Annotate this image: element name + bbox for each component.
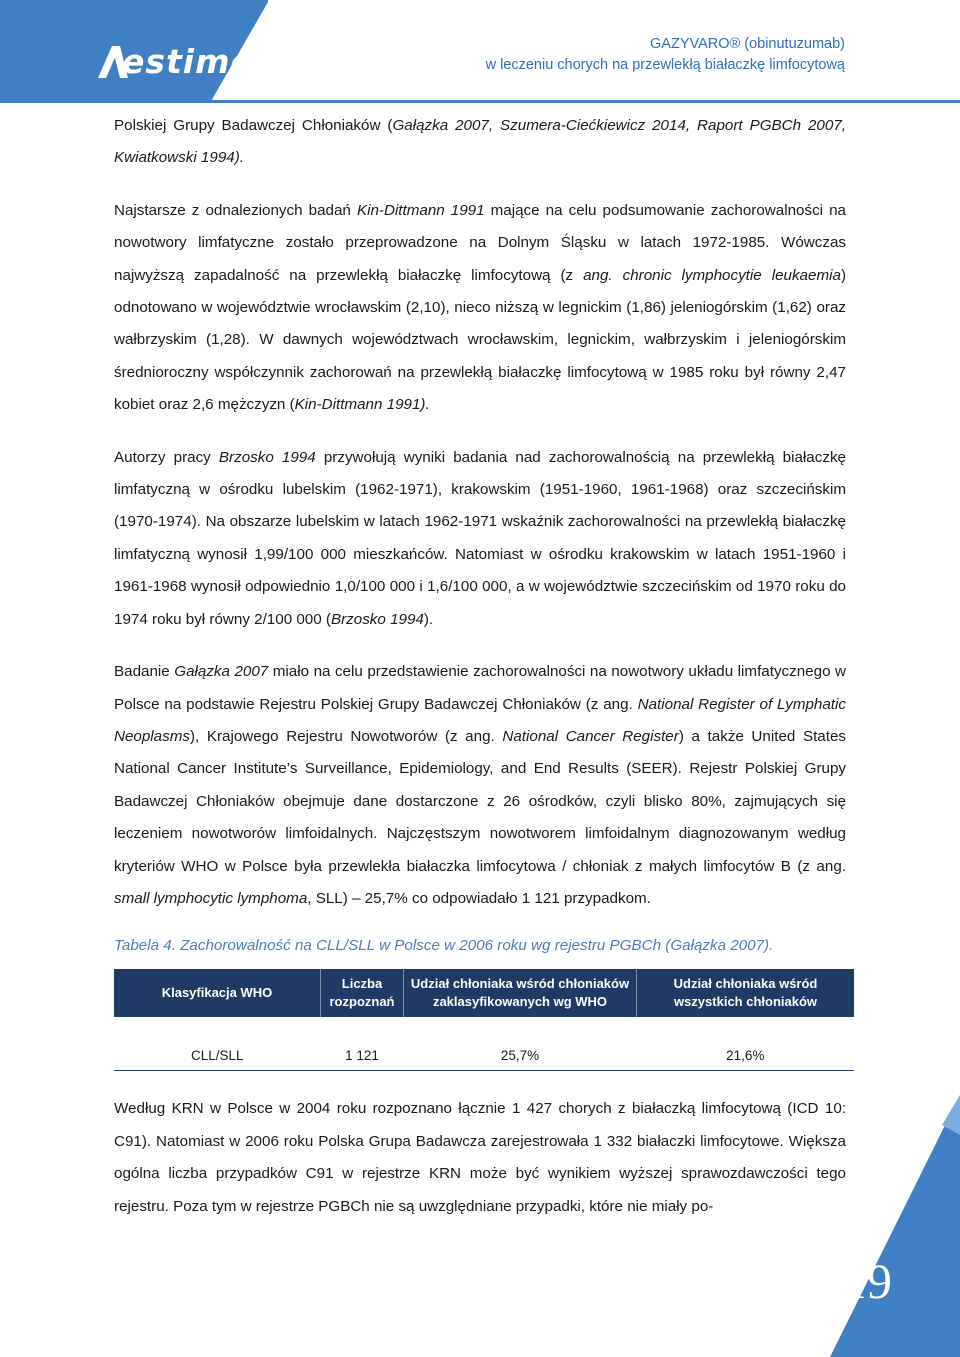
table-header-row — [114, 969, 854, 1017]
column-header: Klasyfikacja WHO — [114, 969, 321, 1017]
text-span: Badanie — [114, 663, 175, 681]
citation-span: Gałązka 2007 — [174, 663, 269, 681]
citation-span: Gałązka 2007, Szumera-Ciećkiewicz 2014, Raport PGBCh 2007, Kwiatkowski 1994). — [114, 117, 846, 167]
column-header: Udział chłoniaka wśród wszystkich chłoniaków — [637, 969, 855, 1017]
paragraph-2 — [114, 195, 846, 422]
document-title — [486, 34, 845, 76]
text-span: ). — [423, 610, 434, 628]
text-span: Autorzy pracy — [114, 448, 219, 466]
text-span: ) odnotowano w województwie wrocławskim (2,10), nieco niższą w legnickim (1,86) jeleniogórskim (1,62) oraz wałbrzyskim (1,28). W dawnych województwach wrocławskim, legnickim, wałbrzyskim i jeleniogórskim średnioroczny współczynnik zachorowań na przewlekłą białaczkę limfocytową w 1985 roku był równy 2,47 kobiet oraz 2,6 mężczyzn ( — [114, 266, 846, 414]
paragraph-1 — [114, 110, 846, 175]
table-spacer — [114, 1017, 854, 1040]
incidence-table — [114, 969, 854, 1071]
table-cell: 21,6% — [637, 1040, 855, 1071]
citation-span: Kin-Dittmann 1991 — [356, 201, 485, 219]
text-span: przywołują wyniki badania nad zachorowalnością na przewlekłą białaczkę limfatyczną w ośrodku lubelskim (1962-1971), krakowskim (1951-1960, 1961-1968) oraz szczecińskim (1970-1974). Na obszarze lubelskim w latach 1962-1971 wskaźnik zachorowalności na przewlekłą białaczkę limfatyczną wynosił 1,99/100 000 mieszkańców. Natomiast w ośrodku krakowskim w latach 1951-1960 i 1961-1968 wynosił odpowiednio 1,0/100 000 i 1,6/100 000, a w województwie szczecińskim od 1970 roku do 1974 roku był równy 2/100 000 ( — [114, 448, 846, 628]
text-span: ) a także United States National Cancer Institute’s Surveillance, Epidemiology, and End Results (SEER). Rejestr Polskiej Grupy Badawczej Chłoniaków obejmuje dane dostarczone z 26 ośrodków, czyli blisko 80%, zajmujących się leczeniem nowotworów limfoidalnych. Najczęstszym nowotworem limfoidalnym diagnozowanym według kryteriów WHO w Polsce była przewlekła białaczka limfocytowa / chłoniak z małych limfocytów B (z ang. — [114, 727, 846, 875]
column-header: Udział chłoniaka wśród chłoniaków zaklasyfikowanych wg WHO — [404, 969, 637, 1017]
logo-text: estimo — [122, 42, 255, 81]
table-cell: 1 121 — [321, 1040, 404, 1071]
main-content — [114, 110, 846, 1243]
estimo-logo-icon — [0, 0, 268, 103]
page-number: 19 — [842, 1253, 892, 1309]
text-span: mające na celu podsumowanie zachorowalności na nowotwory limfatyczne zostało przeprowadzone na Dolnym Śląsku w latach 1972-1985. Wówczas najwyższą zapadalność na przewlekłą białaczkę limfocytową (z — [114, 201, 846, 284]
table-cell: 25,7% — [404, 1040, 637, 1071]
paragraph-4 — [114, 656, 846, 915]
text-span: , SLL) – 25,7% co odpowiadało 1 121 przypadkom. — [307, 889, 651, 907]
column-header: Liczba rozpoznań — [321, 969, 404, 1017]
term-span: National Cancer Register — [502, 727, 679, 745]
table-caption: Tabela 4. Zachorowalność na CLL/SLL w Polsce w 2006 roku wg rejestru PGBCh (Gałązka 2007). — [114, 937, 774, 955]
citation-span: Kin-Dittmann 1991). — [294, 396, 430, 414]
term-span: ang. chronic lymphocytie leukaemia — [583, 266, 841, 284]
text-span: miało na celu przedstawienie zachorowalności na nowotwory układu limfatycznego w Polsce na podstawie Rejestru Polskiej Grupy Badawczej Chłoniaków (z ang. — [114, 663, 846, 713]
corner-triangle-shape — [830, 1095, 960, 1357]
text-span: Polskiej Grupy Badawczej Chłoniaków ( — [114, 117, 393, 134]
text-span: Najstarsze z odnalezionych badań — [114, 201, 357, 219]
citation-span: Brzosko 1994 — [330, 610, 424, 628]
page-header — [0, 0, 960, 103]
document-title-line2: w leczeniu chorych na przewlekłą białaczkę limfocytową — [485, 57, 845, 73]
table-cell: CLL/SLL — [114, 1040, 321, 1071]
citation-span: Brzosko 1994 — [218, 448, 316, 466]
paragraph-5: Według KRN w Polsce w 2004 roku rozpoznano łącznie 1 427 chorych z białaczką limfocytową (ICD 10: C91). Natomiast w 2006 roku Polska Grupa Badawcza zarejestrowała 1 332 białaczki limfocytowe. Większa ogólna liczba przypadków C91 w rejestrze KRN może być wynikiem wyższej sprawozdawczości tego rejestru. Poza tym w rejestrze PGBCh nie są uwzględniane przypadki, które nie miały po- — [114, 1100, 846, 1215]
term-span: small lymphocytic lymphoma — [114, 889, 308, 907]
paragraph-3 — [114, 442, 846, 636]
term-span: National Register of Lymphatic Neoplasms — [114, 695, 846, 745]
document-title-line1: GAZYVARO® (obinutuzumab) — [650, 36, 845, 52]
text-span: ), Krajowego Rejestru Nowotworów (z ang. — [189, 727, 503, 745]
table-row — [114, 1040, 854, 1071]
